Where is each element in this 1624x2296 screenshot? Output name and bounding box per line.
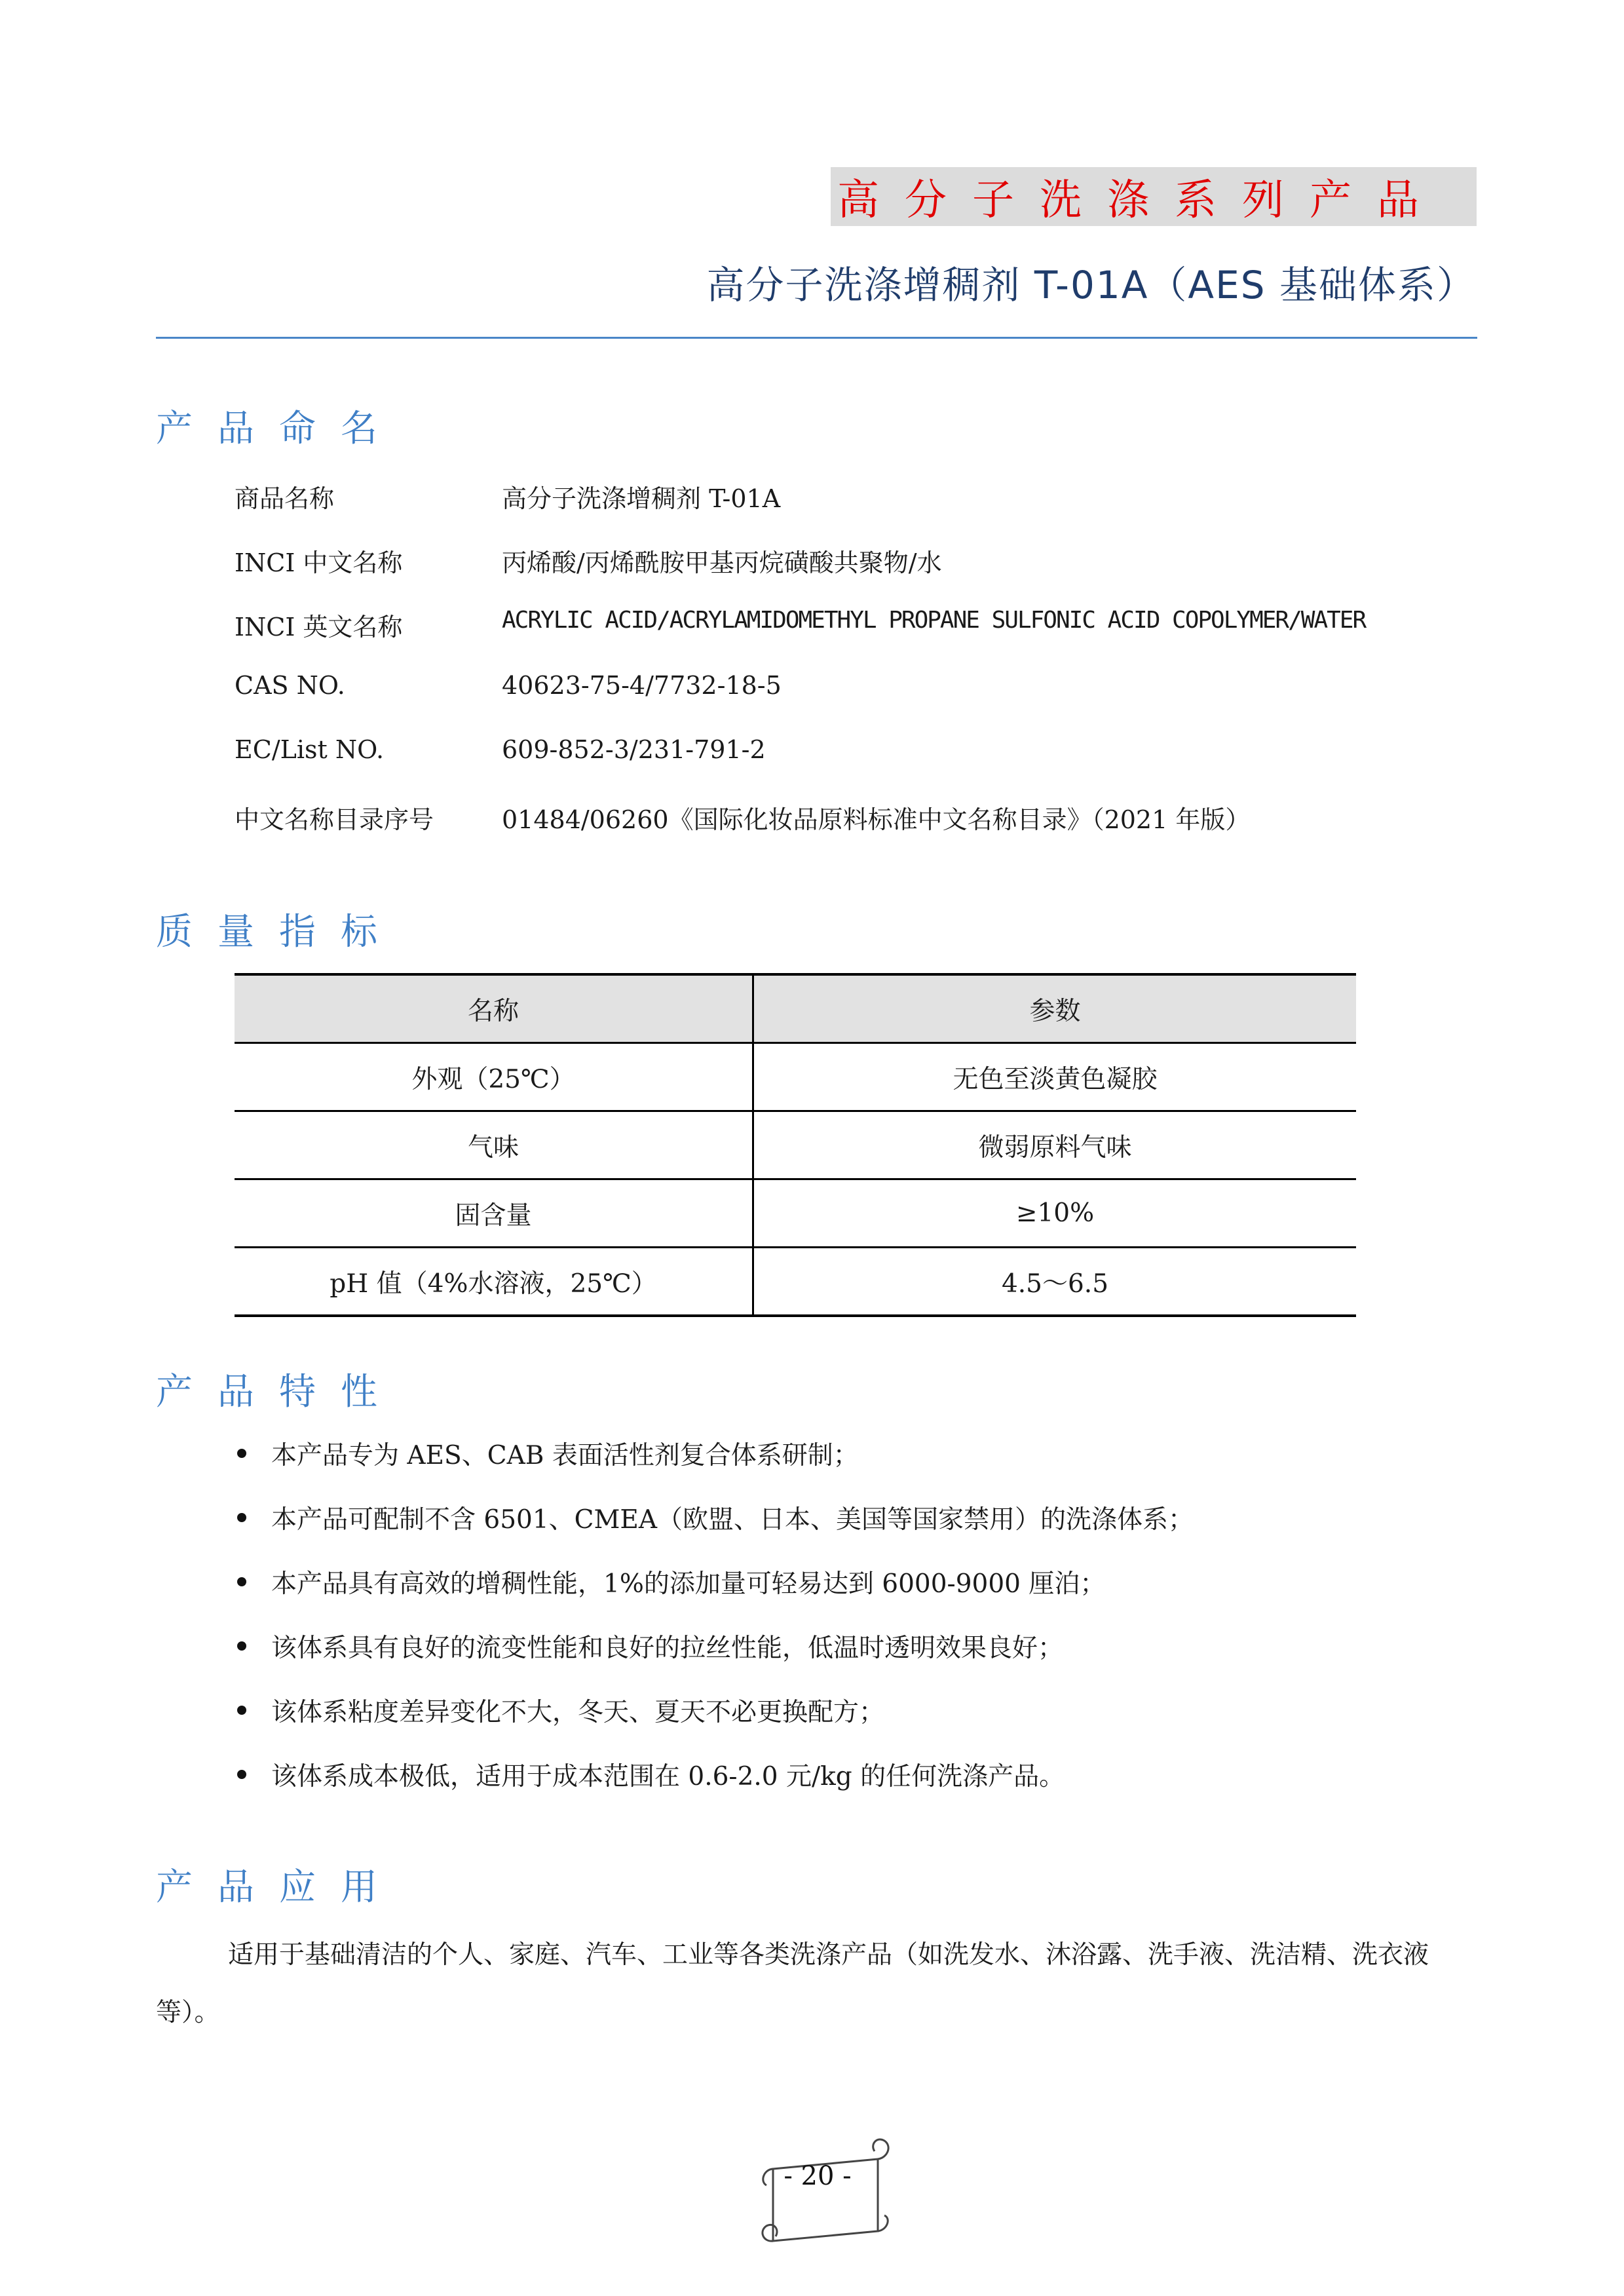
naming-value: 609-852-3/231-791-2 [502, 735, 766, 764]
table-cell: 固含量 [235, 1179, 753, 1248]
feature-text: 该体系具有良好的流变性能和良好的拉丝性能，低温时透明效果良好； [271, 1634, 1064, 1663]
naming-value: 01484/06260《国际化妆品原料标准中文名称目录》（2021 年版） [502, 805, 1251, 834]
naming-value: 高分子洗涤增稠剂 T-01A [502, 484, 781, 513]
table-cell: 4.5～6.5 [753, 1248, 1357, 1316]
section-heading-application: 产品应用 [156, 1866, 402, 1909]
naming-label: INCI 英文名称 [235, 613, 403, 641]
table-cell: pH 值（4%水溶液，25℃） [235, 1248, 753, 1316]
feature-text: 本产品具有高效的增稠性能，1%的添加量可轻易达到 6000-9000 厘泊； [271, 1569, 1106, 1599]
bullet-icon [237, 1449, 246, 1458]
bullet-icon [237, 1641, 246, 1651]
naming-label: EC/List NO. [235, 735, 385, 764]
table-row [235, 1179, 1356, 1248]
page-scroll-icon [740, 2133, 897, 2254]
feature-text: 本产品可配制不含 6501、CMEA（欧盟、日本、美国等国家禁用）的洗涤体系； [271, 1505, 1194, 1535]
naming-value: ACRYLIC ACID/ACRYLAMIDOMETHYL PROPANE SULFONIC ACID COPOLYMER/WATER [502, 607, 1366, 634]
quality-table [235, 973, 1356, 1317]
series-title: 高分子洗涤系列产品 [837, 176, 1445, 225]
naming-label: INCI 中文名称 [235, 548, 403, 577]
page-number: - 20 - [784, 2161, 852, 2191]
header-divider [156, 337, 1477, 339]
table-header-cell: 名称 [235, 974, 753, 1043]
section-heading-naming: 产品命名 [156, 408, 402, 450]
table-cell: 无色至淡黄色凝胶 [753, 1043, 1357, 1111]
table-cell: 气味 [235, 1111, 753, 1179]
application-paragraph: 适用于基础清洁的个人、家庭、汽车、工业等各类洗涤产品（如洗发水、沐浴露、洗手液、洗洁精、洗衣液等）。 [156, 1940, 1429, 2027]
series-banner [831, 167, 1477, 226]
table-row [235, 1248, 1356, 1316]
table-cell: 微弱原料气味 [753, 1111, 1357, 1179]
bullet-icon [237, 1770, 246, 1779]
feature-text: 该体系成本极低，适用于成本范围在 0.6-2.0 元/kg 的任何洗涤产品。 [271, 1762, 1065, 1791]
table-cell: ≥10% [753, 1179, 1357, 1248]
table-header-row [235, 974, 1356, 1043]
bullet-icon [237, 1577, 246, 1586]
table-row [235, 1043, 1356, 1111]
product-title: 高分子洗涤增稠剂 T-01A（AES 基础体系） [706, 263, 1476, 307]
naming-value: 40623-75-4/7732-18-5 [502, 671, 782, 700]
naming-label: CAS NO. [235, 671, 345, 700]
naming-label: 中文名称目录序号 [235, 805, 434, 834]
table-row [235, 1111, 1356, 1179]
table-cell: 外观（25℃） [235, 1043, 753, 1111]
naming-value: 丙烯酸/丙烯酰胺甲基丙烷磺酸共聚物/水 [502, 548, 942, 577]
bullet-icon [237, 1513, 246, 1522]
naming-label: 商品名称 [235, 484, 335, 513]
section-heading-features: 产品特性 [156, 1371, 402, 1413]
feature-text: 本产品专为 AES、CAB 表面活性剂复合体系研制； [271, 1441, 859, 1470]
table-header-cell: 参数 [753, 974, 1357, 1043]
feature-text: 该体系粘度差异变化不大，冬天、夏天不必更换配方； [271, 1698, 885, 1727]
section-heading-quality: 质量指标 [156, 911, 402, 953]
bullet-icon [237, 1706, 246, 1715]
